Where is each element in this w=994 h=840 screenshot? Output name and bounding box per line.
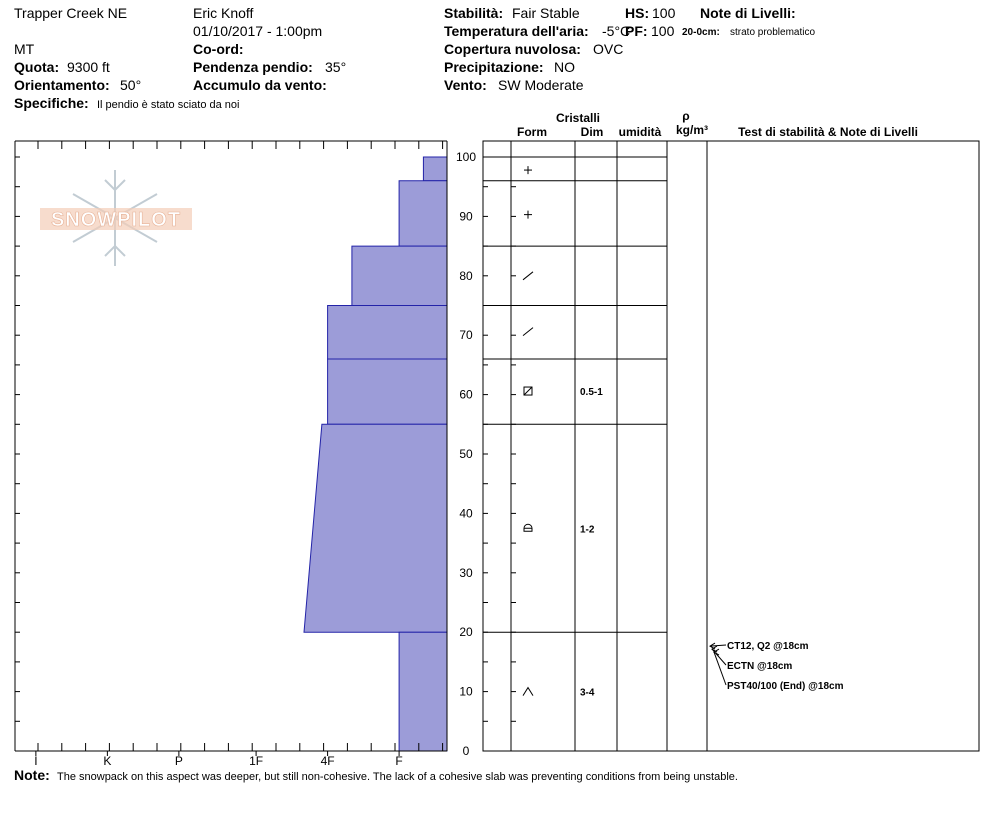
wind-value: SW Moderate (498, 77, 584, 93)
depth-label: 40 (459, 506, 473, 521)
depth-label: 100 (455, 150, 477, 164)
crystal-form-facet-round (524, 524, 532, 531)
air-temp-value: -5°C (602, 23, 631, 39)
test-label: PST40/100 (End) @18cm (727, 681, 844, 692)
tests-header: Test di stabilità & Note di Livelli (738, 125, 918, 139)
hardness-layers (304, 157, 447, 751)
moisture-header: umidità (618, 125, 662, 139)
category-label: 1F (249, 754, 264, 768)
hardness-layer (304, 424, 447, 632)
depth-label: 60 (459, 387, 473, 402)
slash-glyph (523, 328, 533, 336)
depth-axis (456, 150, 476, 758)
wind-load-label: Accumulo da vento: (193, 77, 327, 93)
elevation-label: Quota: (14, 59, 60, 75)
crystal-form-/ (523, 328, 533, 336)
crystal-form-+ (524, 211, 532, 219)
rho-header: ρ (682, 109, 690, 123)
stability-label: Stabilità: (444, 5, 504, 21)
hardness-layer (399, 632, 447, 751)
hs-value: 100 (652, 5, 676, 21)
aspect-label: Orientamento: (14, 77, 110, 93)
observer: Eric Knoff (193, 5, 254, 21)
test-arrow (714, 652, 726, 685)
layer-note-text: strato problematico (730, 27, 816, 38)
precip-label: Precipitazione: (444, 59, 544, 75)
hardness-layer (328, 306, 447, 359)
aspect-value: 50° (120, 77, 142, 93)
depth-label: 70 (459, 328, 473, 343)
crystal-grid (483, 141, 979, 751)
precip-value: NO (554, 59, 575, 75)
test-label: CT12, Q2 @18cm (727, 641, 809, 652)
hardness-layer (423, 157, 447, 181)
test-label: ECTN @18cm (727, 661, 793, 672)
snowpilot-watermark (40, 170, 192, 266)
slash-glyph (523, 272, 533, 280)
crystal-form-^ (523, 688, 533, 696)
depth-label: 50 (459, 447, 473, 461)
crystal-form-+ (524, 166, 532, 174)
crystal-form-/ (523, 272, 533, 280)
category-label: K (103, 754, 112, 768)
form-header: Form (517, 125, 547, 139)
depth-label: 0 (462, 744, 470, 758)
depth-label: 20 (459, 625, 473, 640)
slope-value: 35° (325, 59, 347, 75)
crystal-dim: 3-4 (580, 687, 595, 699)
category-label: F (395, 754, 403, 768)
layer-note-depth: 20-0cm: (682, 27, 720, 38)
hardness-layer (399, 181, 447, 246)
hardness-layer (352, 246, 447, 305)
state: MT (14, 41, 35, 57)
stability-tests (710, 641, 844, 692)
depth-label: 10 (459, 684, 473, 699)
density-unit-header: kg/m³ (675, 123, 709, 137)
hardness-layer (328, 359, 447, 424)
layer-notes-label: Note di Livelli: (700, 5, 796, 21)
depth-label: 30 (459, 565, 473, 580)
stability-value: Fair Stable (512, 5, 580, 21)
crystal-dim: 0.5-1 (580, 387, 603, 399)
category-label: 4F (320, 754, 335, 768)
crystal-form-box-diag (524, 387, 532, 395)
cloud-value: OVC (593, 41, 624, 57)
pf-value: 100 (651, 23, 675, 39)
category-label: P (174, 754, 183, 768)
note-text: The snowpack on this aspect was deeper, but still non-cohesive. The lack of a cohesive slab was preventing conditions from being unstable. (57, 771, 738, 783)
hs-label: HS: (625, 5, 650, 21)
elevation-value: 9300 ft (67, 59, 110, 75)
air-temp-label: Temperatura dell'aria: (444, 23, 589, 39)
wind-label: Vento: (444, 77, 487, 93)
specifics-value: Il pendio è stato sciato da noi (97, 99, 240, 111)
grid-frame (483, 141, 979, 751)
caret-glyph (523, 688, 533, 696)
location: Trapper Creek NE (14, 5, 128, 21)
datetime: 01/10/2017 - 1:00pm (193, 23, 323, 39)
box-glyph (524, 387, 532, 395)
category-label: I (34, 754, 38, 768)
crystal-dim: 1-2 (580, 524, 595, 536)
pf-label: PF: (625, 23, 648, 39)
specifics-label: Specifiche: (14, 95, 89, 111)
watermark-text: SNOWPILOT (50, 209, 182, 231)
cloud-label: Copertura nuvolosa: (444, 41, 581, 57)
note-label: Note: (14, 767, 50, 783)
slope-label: Pendenza pendio: (193, 59, 313, 75)
depth-label: 80 (459, 268, 473, 283)
dim-header: Dim (580, 125, 604, 139)
crystals-header: Cristalli (555, 111, 601, 125)
coord-label: Co-ord: (193, 41, 244, 57)
depth-label: 90 (459, 209, 473, 224)
